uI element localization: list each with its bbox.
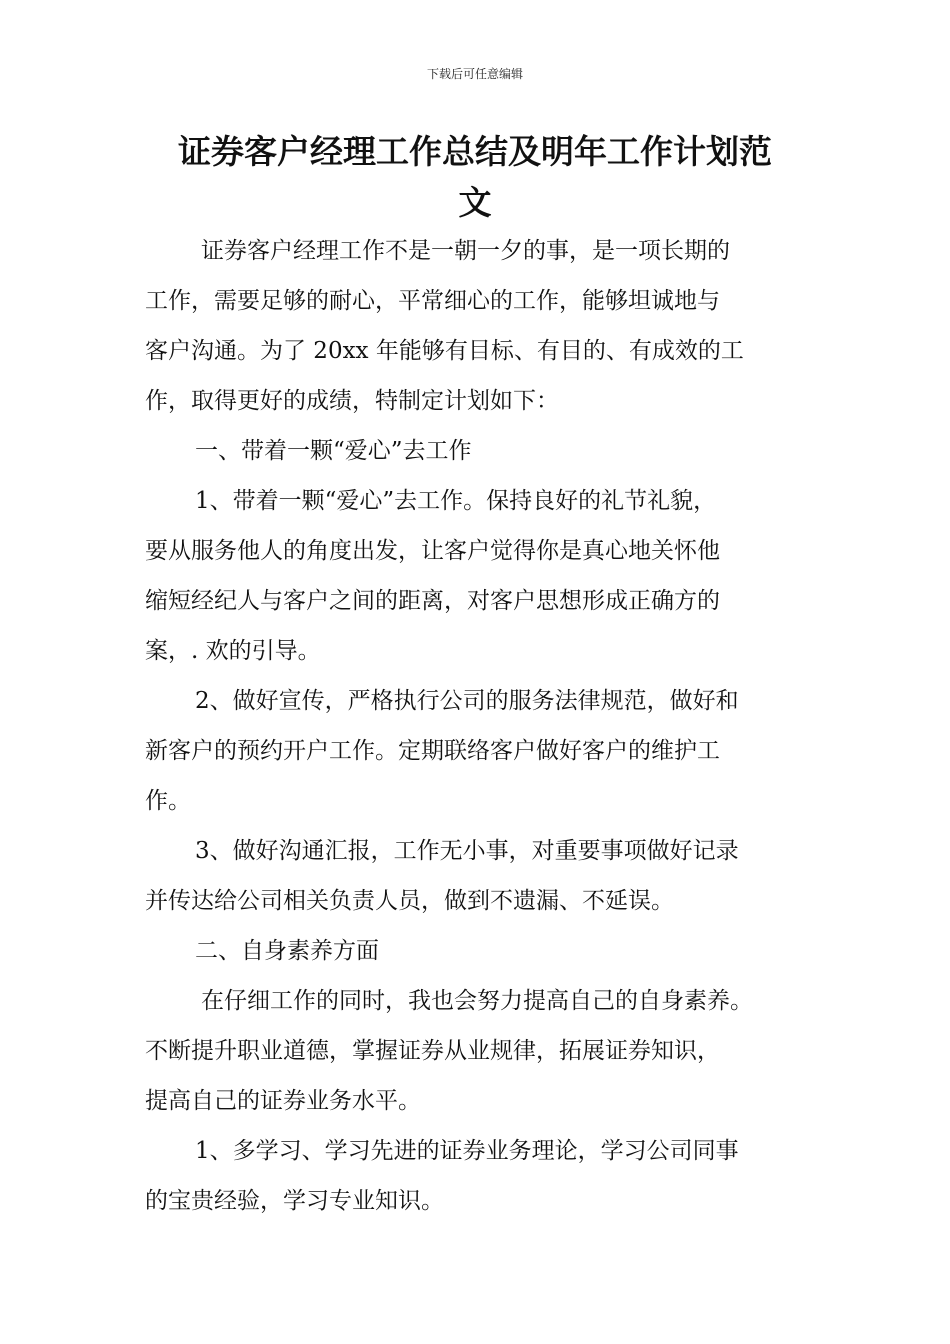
paragraph-line: 2、做好宣传，严格执行公司的服务法律规范，做好和 <box>195 688 739 714</box>
header-note: 下载后可任意编辑 <box>426 67 523 81</box>
paragraph-line: 客户沟通。为了 20xx 年能够有目标、有目的、有成效的工 <box>145 338 744 364</box>
title-line: 证券客户经理工作总结及明年工作计划范 <box>178 132 772 171</box>
paragraph-line: 缩短经纪人与客户之间的距离，对客户思想形成正确方的 <box>145 588 720 614</box>
paragraph-line: 并传达给公司相关负责人员，做到不遗漏、不延误。 <box>145 888 674 914</box>
document-body <box>145 226 805 1226</box>
section-heading: 一、带着一颗“爱心”去工作 <box>195 438 472 464</box>
paragraph-line: 作。 <box>145 788 191 814</box>
paragraph-line: 不断提升职业道德，掌握证券从业规律，拓展证券知识， <box>145 1038 720 1064</box>
paragraph-line: 3、做好沟通汇报，工作无小事，对重要事项做好记录 <box>195 838 739 864</box>
paragraph-line: 要从服务他人的角度出发，让客户觉得你是真心地关怀他 <box>145 538 720 564</box>
paragraph-line: 工作，需要足够的耐心，平常细心的工作，能够坦诚地与 <box>145 288 720 314</box>
paragraph-line: 新客户的预约开户工作。定期联络客户做好客户的维护工 <box>145 738 720 764</box>
document-title <box>140 126 810 228</box>
section-heading: 二、自身素养方面 <box>195 938 379 964</box>
title-line: 文 <box>458 183 492 222</box>
paragraph-line: 证券客户经理工作不是一朝一夕的事，是一项长期的 <box>201 238 730 264</box>
paragraph-line: 提高自己的证券业务水平。 <box>145 1088 421 1114</box>
paragraph-line: 1、多学习、学习先进的证券业务理论，学习公司同事 <box>195 1138 739 1164</box>
paragraph-line: 案，. 欢的引导。 <box>145 638 321 664</box>
paragraph-line: 1、带着一颗“爱心”去工作。保持良好的礼节礼貌， <box>195 488 717 514</box>
paragraph-line: 在仔细工作的同时，我也会努力提高自己的自身素养。 <box>201 988 753 1014</box>
paragraph-line: 的宝贵经验，学习专业知识。 <box>145 1188 444 1214</box>
paragraph-line: 作，取得更好的成绩，特制定计划如下： <box>145 388 559 414</box>
